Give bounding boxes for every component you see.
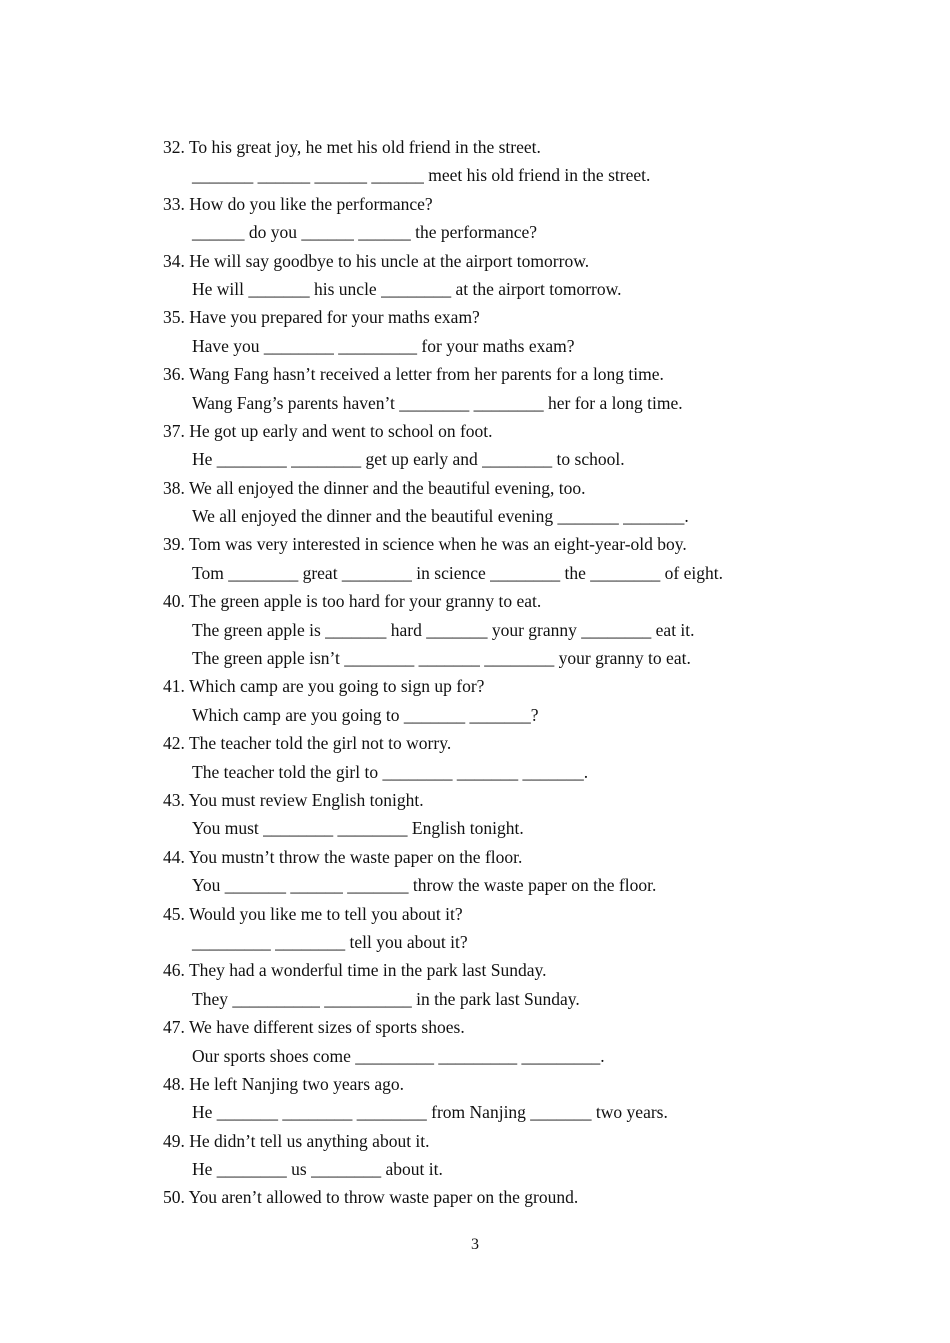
answer-line: He will _______ his uncle ________ at the airport tomorrow. [192, 278, 622, 299]
question-line [163, 900, 803, 928]
answer-line: The teacher told the girl to ________ _______ _______. [192, 761, 589, 782]
question-text: He didn’t tell us anything about it. [189, 1130, 430, 1151]
question-number: 50. [163, 1187, 185, 1208]
answer-line: _________ ________ tell you about it? [192, 931, 468, 952]
question-number: 46. [163, 960, 185, 981]
question-line [163, 1127, 803, 1155]
page-number: 3 [471, 1236, 479, 1253]
question-text: You must review English tonight. [188, 789, 424, 810]
question-line [163, 1183, 803, 1211]
answer-line: They __________ __________ in the park last Sunday. [192, 988, 580, 1009]
question-line [163, 786, 803, 814]
question-line [163, 1070, 803, 1098]
answer-line: The green apple isn’t ________ _______ ________ your granny to eat. [192, 648, 691, 669]
question-number: 37. [163, 420, 185, 441]
question-text: They had a wonderful time in the park last Sunday. [188, 960, 547, 981]
answer-line: Tom ________ great ________ in science ________ the ________ of eight. [192, 562, 723, 583]
question-number: 40. [163, 591, 185, 612]
answer-line: Which camp are you going to _______ _______? [192, 704, 539, 725]
question-number: 45. [163, 903, 185, 924]
question-number: 48. [163, 1073, 185, 1094]
question-line [163, 247, 803, 275]
answer-line: He ________ ________ get up early and ________ to school. [192, 449, 625, 470]
question-line [163, 190, 803, 218]
answer-line: You _______ ______ _______ throw the waste paper on the floor. [192, 875, 657, 896]
answer-line: Our sports shoes come _________ _________ _________. [192, 1045, 605, 1066]
question-text: Which camp are you going to sign up for? [188, 676, 485, 697]
question-line [163, 1013, 803, 1041]
question-number: 34. [163, 250, 185, 271]
question-line [163, 956, 803, 984]
question-line [163, 360, 803, 388]
question-text: Would you like me to tell you about it? [188, 903, 463, 924]
question-text: Wang Fang hasn’t received a letter from her parents for a long time. [188, 364, 664, 385]
question-number: 36. [163, 364, 185, 385]
answer-line: You must ________ ________ English tonight. [192, 818, 524, 839]
question-line [163, 530, 803, 558]
question-text: The teacher told the girl not to worry. [188, 733, 452, 754]
question-text: How do you like the performance? [189, 193, 433, 214]
question-text: He will say goodbye to his uncle at the airport tomorrow. [189, 250, 590, 271]
question-number: 49. [163, 1130, 185, 1151]
question-line [163, 133, 803, 161]
question-number: 47. [163, 1017, 185, 1038]
question-text: You aren’t allowed to throw waste paper on the ground. [188, 1187, 579, 1208]
question-line [163, 729, 803, 757]
answer-line: The green apple is _______ hard _______ your granny ________ eat it. [192, 619, 695, 640]
question-text: We have different sizes of sports shoes. [188, 1017, 465, 1038]
question-number: 43. [163, 789, 185, 810]
question-number: 42. [163, 733, 185, 754]
answer-line: ______ do you ______ ______ the performance? [192, 222, 538, 243]
answer-line: He _______ ________ ________ from Nanjing _______ two years. [192, 1102, 668, 1123]
question-line [163, 474, 803, 502]
question-line [163, 672, 803, 700]
question-number: 32. [163, 137, 185, 157]
question-text: You mustn’t throw the waste paper on the floor. [188, 846, 523, 867]
question-number: 38. [163, 477, 185, 498]
question-text: We all enjoyed the dinner and the beautiful evening, too. [188, 477, 586, 498]
answer-line: Have you ________ _________ for your maths exam? [192, 335, 575, 356]
question-number: 35. [163, 307, 185, 328]
question-line [163, 417, 803, 445]
question-text: He left Nanjing two years ago. [189, 1073, 405, 1094]
answer-line: We all enjoyed the dinner and the beautiful evening _______ _______. [192, 506, 689, 527]
question-line [163, 843, 803, 871]
exercise-list [163, 133, 803, 1212]
question-line [163, 587, 803, 615]
question-text: The green apple is too hard for your granny to eat. [188, 591, 542, 612]
question-text: Tom was very interested in science when he was an eight-year-old boy. [188, 534, 687, 555]
question-text: He got up early and went to school on foot. [189, 420, 493, 441]
question-number: 33. [163, 193, 185, 214]
question-number: 44. [163, 846, 185, 867]
answer-line: _______ ______ ______ ______ meet his old friend in the street. [192, 165, 651, 186]
answer-line: Wang Fang’s parents haven’t ________ ________ her for a long time. [192, 392, 683, 413]
answer-line: He ________ us ________ about it. [192, 1159, 443, 1180]
question-number: 39. [163, 534, 185, 555]
question-number: 41. [163, 676, 185, 697]
question-text: To his great joy, he met his old friend in the street. [188, 137, 541, 157]
question-text: Have you prepared for your maths exam? [189, 307, 480, 328]
question-line [163, 303, 803, 331]
